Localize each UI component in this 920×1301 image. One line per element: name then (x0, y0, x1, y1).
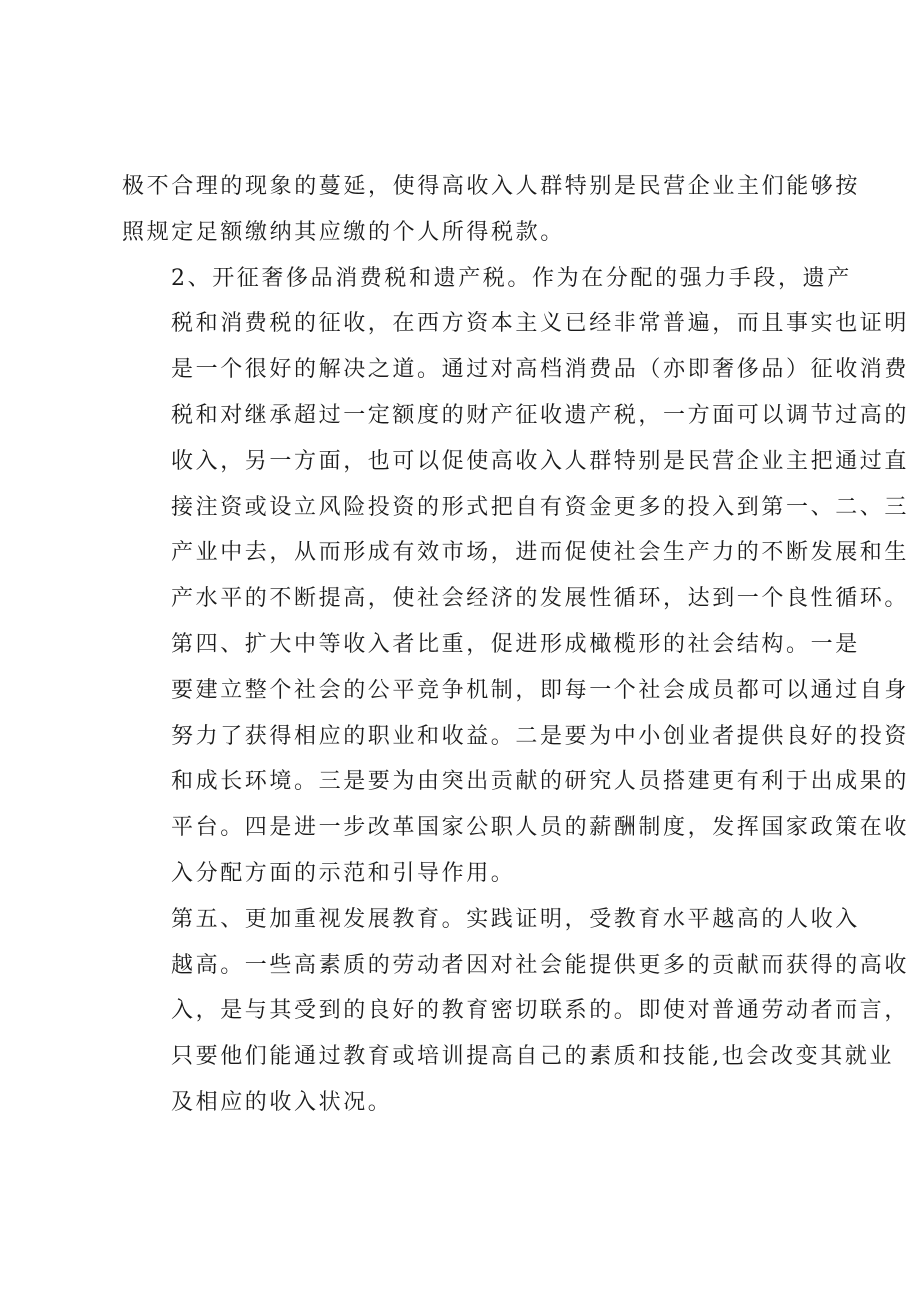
paragraph-3 (122, 622, 910, 897)
text-line: 第四、扩大中等收入者比重，促进形成橄榄形的社会结构。一是 (171, 631, 860, 657)
paragraph-2 (122, 256, 910, 622)
text-line: 收入，另一方面，也可以促使高收入人群特别是民营企业主把通过直 (171, 448, 910, 474)
text-line: 只要他们能通过教育或培训提高自己的素质和技能,也会改变其就业 (171, 1044, 894, 1070)
text-line: 产业中去，从而形成有效市场，进而促使社会生产力的不断发展和生 (171, 540, 910, 566)
paragraph-4 (122, 897, 910, 1126)
paragraph-1 (122, 164, 861, 256)
document-body (122, 164, 910, 1126)
text-line: 照规定足额缴纳其应缴的个人所得税款。 (122, 219, 565, 245)
text-line: 越高。一些高素质的劳动者因对社会能提供更多的贡献而获得的高收 (171, 952, 910, 978)
text-line: 及相应的收入状况。 (171, 1089, 393, 1115)
text-line: 税和消费税的征收，在西方资本主义已经非常普遍，而且事实也证明 (171, 311, 910, 337)
text-line: 接注资或设立风险投资的形式把自有资金更多的投入到第一、二、三 (171, 494, 910, 520)
text-line: 平台。四是进一步改革国家公职人员的薪酬制度，发挥国家政策在收 (171, 815, 910, 841)
text-line: 入，是与其受到的良好的教育密切联系的。即使对普通劳动者而言， (171, 998, 910, 1024)
text-line: 2、开征奢侈品消费税和遗产税。作为在分配的强力手段，遗产 (171, 265, 852, 291)
text-line: 入分配方面的示范和引导作用。 (171, 860, 516, 886)
text-line: 税和对继承超过一定额度的财产征收遗产税，一方面可以调节过高的 (171, 402, 910, 428)
text-line: 和成长环境。三是要为由突出贡献的研究人员搭建更有利于出成果的 (171, 769, 910, 795)
text-line: 第五、更加重视发展教育。实践证明，受教育水平越高的人收入 (171, 906, 860, 932)
text-line: 极不合理的现象的蔓延，使得高收入人群特别是民营企业主们能够按 (122, 174, 861, 199)
text-line: 努力了获得相应的职业和收益。二是要为中小创业者提供良好的投资 (171, 723, 910, 749)
text-line: 是一个很好的解决之道。通过对高档消费品（亦即奢侈品）征收消费 (171, 357, 910, 383)
text-line: 要建立整个社会的公平竞争机制，即每一个社会成员都可以通过自身 (171, 677, 910, 703)
text-line: 产水平的不断提高，使社会经济的发展性循环，达到一个良性循环。 (171, 586, 910, 612)
